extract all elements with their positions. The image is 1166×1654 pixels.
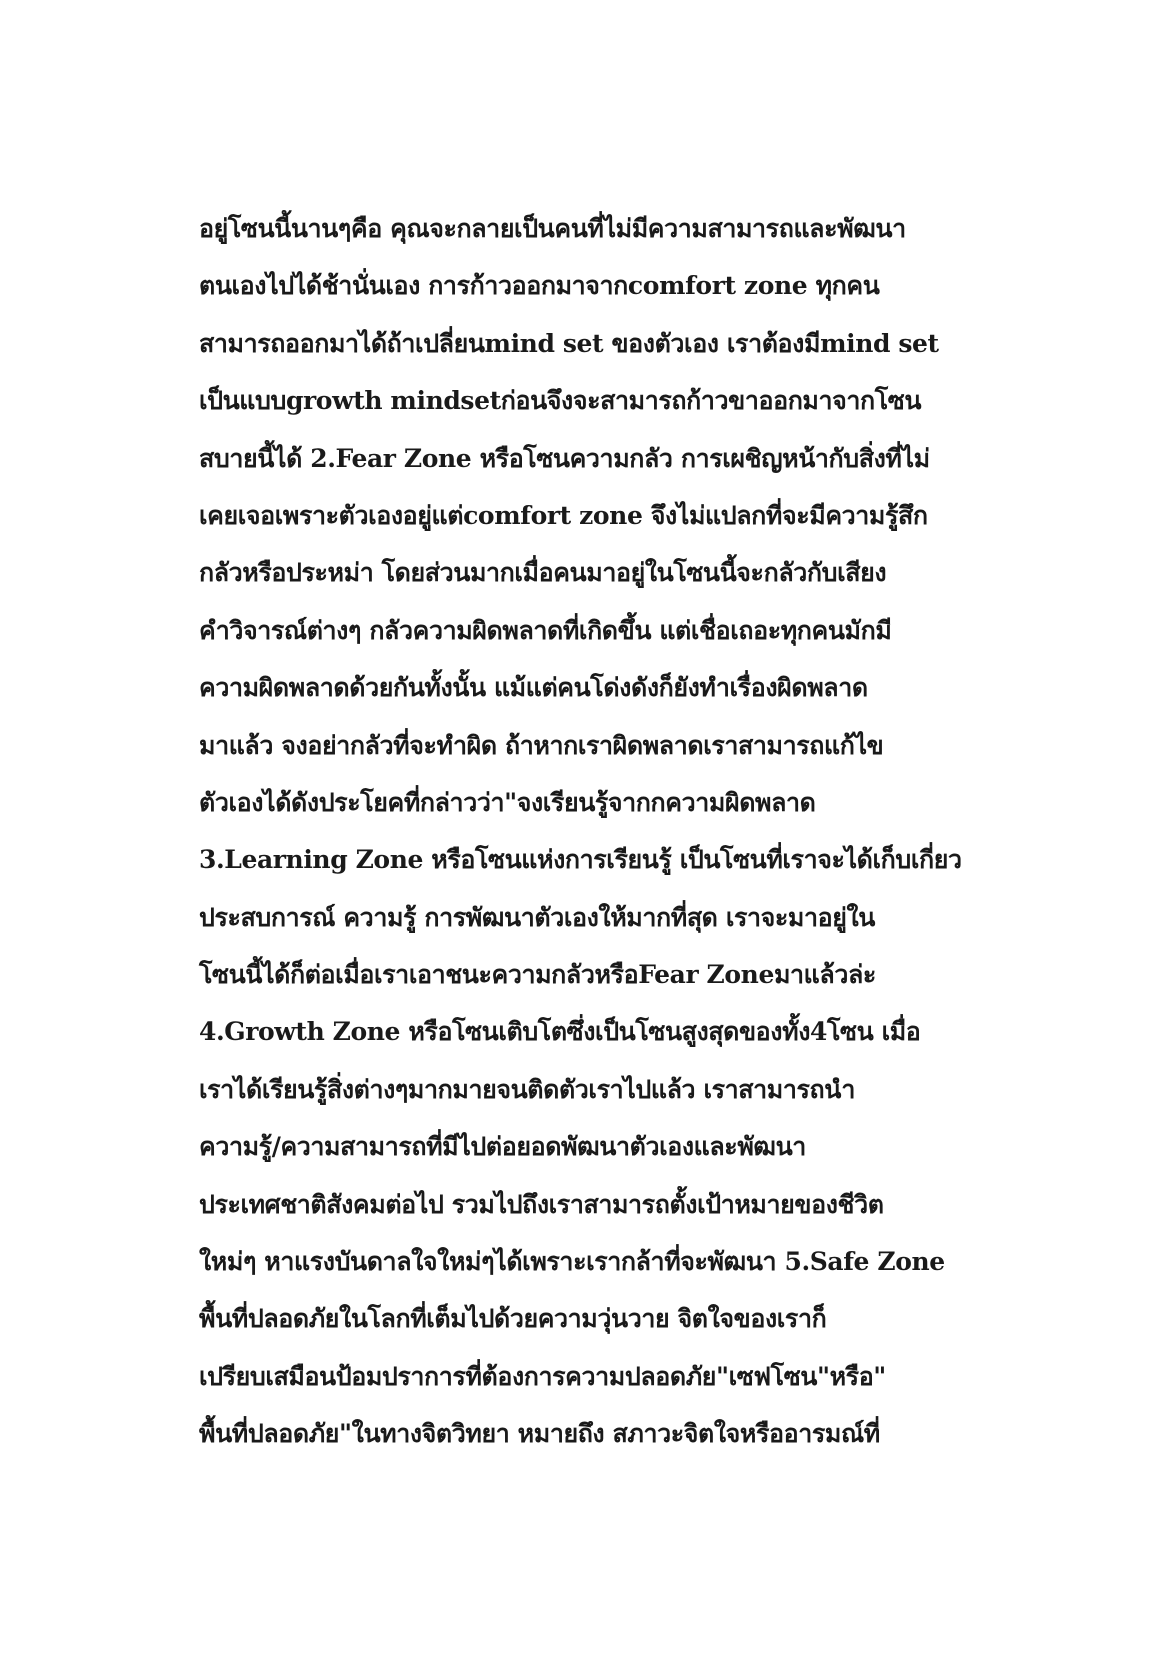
- text-line: เป็นแบบgrowth mindsetก่อนจึงจะสามารถก้าวขาออกมาจากโซน: [199, 386, 922, 416]
- text-line: ตนเองไปได้ช้านั่นเอง การก้าวออกมาจากcomfort zone ทุกคน: [199, 271, 880, 301]
- text-line: ตัวเองได้ดังประโยคที่กล่าวว่า"จงเรียนรู้จากกความผิดพลาด: [199, 787, 816, 817]
- text-line: เคยเจอเพราะตัวเองอยู่แต่comfort zone จึงไม่แปลกที่จะมีความรู้สึก: [199, 500, 928, 530]
- text-line: สามารถออกมาได้ถ้าเปลี่ยนmind set ของตัวเอง เราต้องมีmind set: [199, 328, 939, 358]
- text-line: คำวิจารณ์ต่างๆ กลัวความผิดพลาดที่เกิดขึ้น แต่เชื่อเถอะทุกคนมักมี: [199, 615, 892, 645]
- text-line: เราได้เรียนรู้สิ่งต่างๆมากมายจนติดตัวเราไปแล้ว เราสามารถนำ: [199, 1074, 855, 1104]
- text-line: ประสบการณ์ ความรู้ การพัฒนาตัวเองให้มากที่สุด เราจะมาอยู่ใน: [199, 902, 875, 932]
- text-line: ความรู้/ความสามารถที่มีไปต่อยอดพัฒนาตัวเองและพัฒนา: [199, 1132, 806, 1162]
- text-line: สบายนี้ได้ 2.Fear Zone หรือโซนความกลัว การเผชิญหน้ากับสิ่งที่ไม่: [199, 443, 930, 473]
- text-line: กลัวหรือประหม่า โดยส่วนมากเมื่อคนมาอยู่ในโซนนี้จะกลัวกับเสียง: [199, 558, 887, 588]
- text-line: พื้นที่ปลอดภัยในโลกที่เต็มไปด้วยความวุ่นวาย จิตใจของเราก็: [199, 1304, 827, 1334]
- text-line: มาแล้ว จงอย่ากลัวที่จะทำผิด ถ้าหากเราผิดพลาดเราสามารถแก้ไข: [199, 730, 884, 760]
- text-line: ประเทศชาติสังคมต่อไป รวมไปถึงเราสามารถตั้งเป้าหมายของชีวิต: [199, 1189, 884, 1219]
- text-line: พื้นที่ปลอดภัย"ในทางจิตวิทยา หมายถึง สภาวะจิตใจหรืออารมณ์ที่: [199, 1419, 880, 1449]
- text-line: อยู่โซนนี้นานๆคือ คุณจะกลายเป็นคนที่ไม่มีความสามารถและพัฒนา: [199, 214, 906, 243]
- text-line: 4.Growth Zone หรือโซนเติบโตซึ่งเป็นโซนสูงสุดของทั้ง4โซน เมื่อ: [199, 1017, 921, 1047]
- text-line: ความผิดพลาดด้วยกันทั้งนั้น แม้แต่คนโด่งดังก็ยังทำเรื่องผิดพลาด: [199, 673, 868, 703]
- text-line: 3.Learning Zone หรือโซนแห่งการเรียนรู้ เป็นโซนที่เราจะได้เก็บเกี่ยว: [199, 845, 962, 875]
- text-line: เปรียบเสมือนป้อมปราการที่ต้องการความปลอดภัย"เซฟโซน"หรือ": [199, 1361, 886, 1391]
- text-line: โซนนี้ได้ก็ต่อเมื่อเราเอาชนะความกลัวหรือFear Zoneมาแล้วล่ะ: [199, 960, 876, 990]
- text-line: ใหม่ๆ หาแรงบันดาลใจใหม่ๆได้เพราะเรากล้าที่จะพัฒนา 5.Safe Zone: [199, 1247, 945, 1277]
- body-text: [199, 200, 979, 1463]
